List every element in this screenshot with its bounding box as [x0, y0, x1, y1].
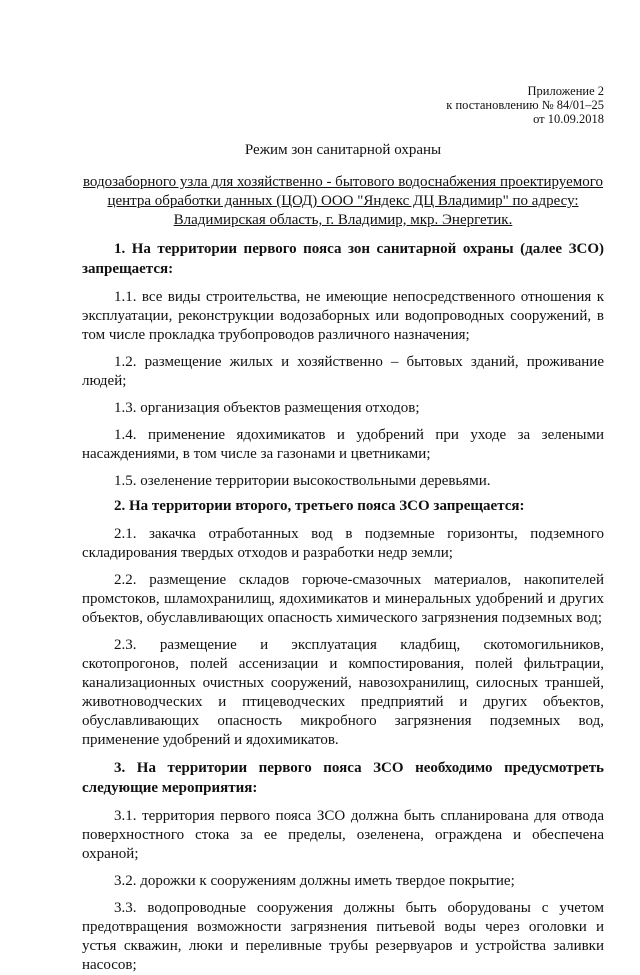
- section-3-heading: 3. На территории первого пояса ЗСО необходимо предусмотреть следующие мероприятия:: [82, 760, 604, 796]
- section-1-heading: 1. На территории первого пояса зон санитарной охраны (далее ЗСО) запрещается:: [82, 241, 604, 277]
- section-2-item-3: 2.3. размещение и эксплуатация кладбищ, скотомогильников, скотопрогонов, полей ассенизации и компостирования, полей фильтрации, канализационных очистных сооружений, навозохранилищ, силосных траншей, животноводческих и птицеводческих предприятий и других объектов, обуславливающих опасность микробного загрязнения подземных вод, применение удобрений и ядохимикатов.: [82, 637, 604, 748]
- document-title: Режим зон санитарной охраны: [244, 142, 442, 158]
- appendix-date: от 10.09.2018: [533, 112, 604, 126]
- section-1-item-4: 1.4. применение ядохимикатов и удобрений при уходе за зелеными насаждениями, в том числе за газонами и цветниками;: [82, 427, 604, 462]
- appendix-number: Приложение 2: [527, 84, 604, 98]
- section-3-item-1: 3.1. территория первого пояса ЗСО должна быть спланирована для отвода поверхностного стока за ее пределы, озеленена, ограждена и обеспечена охраной;: [82, 808, 604, 862]
- section-1-item-5: 1.5. озеленение территории высокоствольными деревьями.: [114, 473, 491, 489]
- section-2-item-2: 2.2. размещение складов горюче-смазочных материалов, накопителей промстоков, шламохранилищ, ядохимикатов и минеральных удобрений и других объектов, обуславливающих опасность химического загрязнения подземных вод;: [82, 572, 604, 626]
- section-3-item-2: 3.2. дорожки к сооружениям должны иметь твердое покрытие;: [114, 873, 515, 889]
- section-1-item-3: 1.3. организация объектов размещения отходов;: [114, 400, 420, 416]
- section-2-item-1: 2.1. закачка отработанных вод в подземные горизонты, подземного складирования твердых отходов и разработки недр земли;: [82, 526, 604, 561]
- appendix-reference: [82, 84, 604, 126]
- document-subtitle: водозаборного узла для хозяйственно - бытового водоснабжения проектируемого центра обработки данных (ЦОД) ООО "Яндекс ДЦ Владимир" по адресу: Владимирская область, г. Владимир, мкр. Энергетик.: [82, 174, 604, 228]
- section-3-item-3: 3.3. водопроводные сооружения должны быть оборудованы с учетом предотвращения возможности загрязнения питьевой воды через оголовки и устья скважин, люки и переливные трубы резервуаров и устройства заливки насосов;: [82, 900, 604, 973]
- section-2-heading: 2. На территории второго, третьего пояса ЗСО запрещается:: [114, 498, 525, 514]
- section-1-item-1: 1.1. все виды строительства, не имеющие непосредственного отношения к эксплуатации, реконструкции водозаборных или водопроводных сооружений, в том числе прокладка трубопроводов различного назначения;: [82, 289, 604, 343]
- appendix-resolution: к постановлению № 84/01–25: [446, 98, 604, 112]
- section-1-item-2: 1.2. размещение жилых и хозяйственно – бытовых зданий, проживание людей;: [82, 354, 604, 389]
